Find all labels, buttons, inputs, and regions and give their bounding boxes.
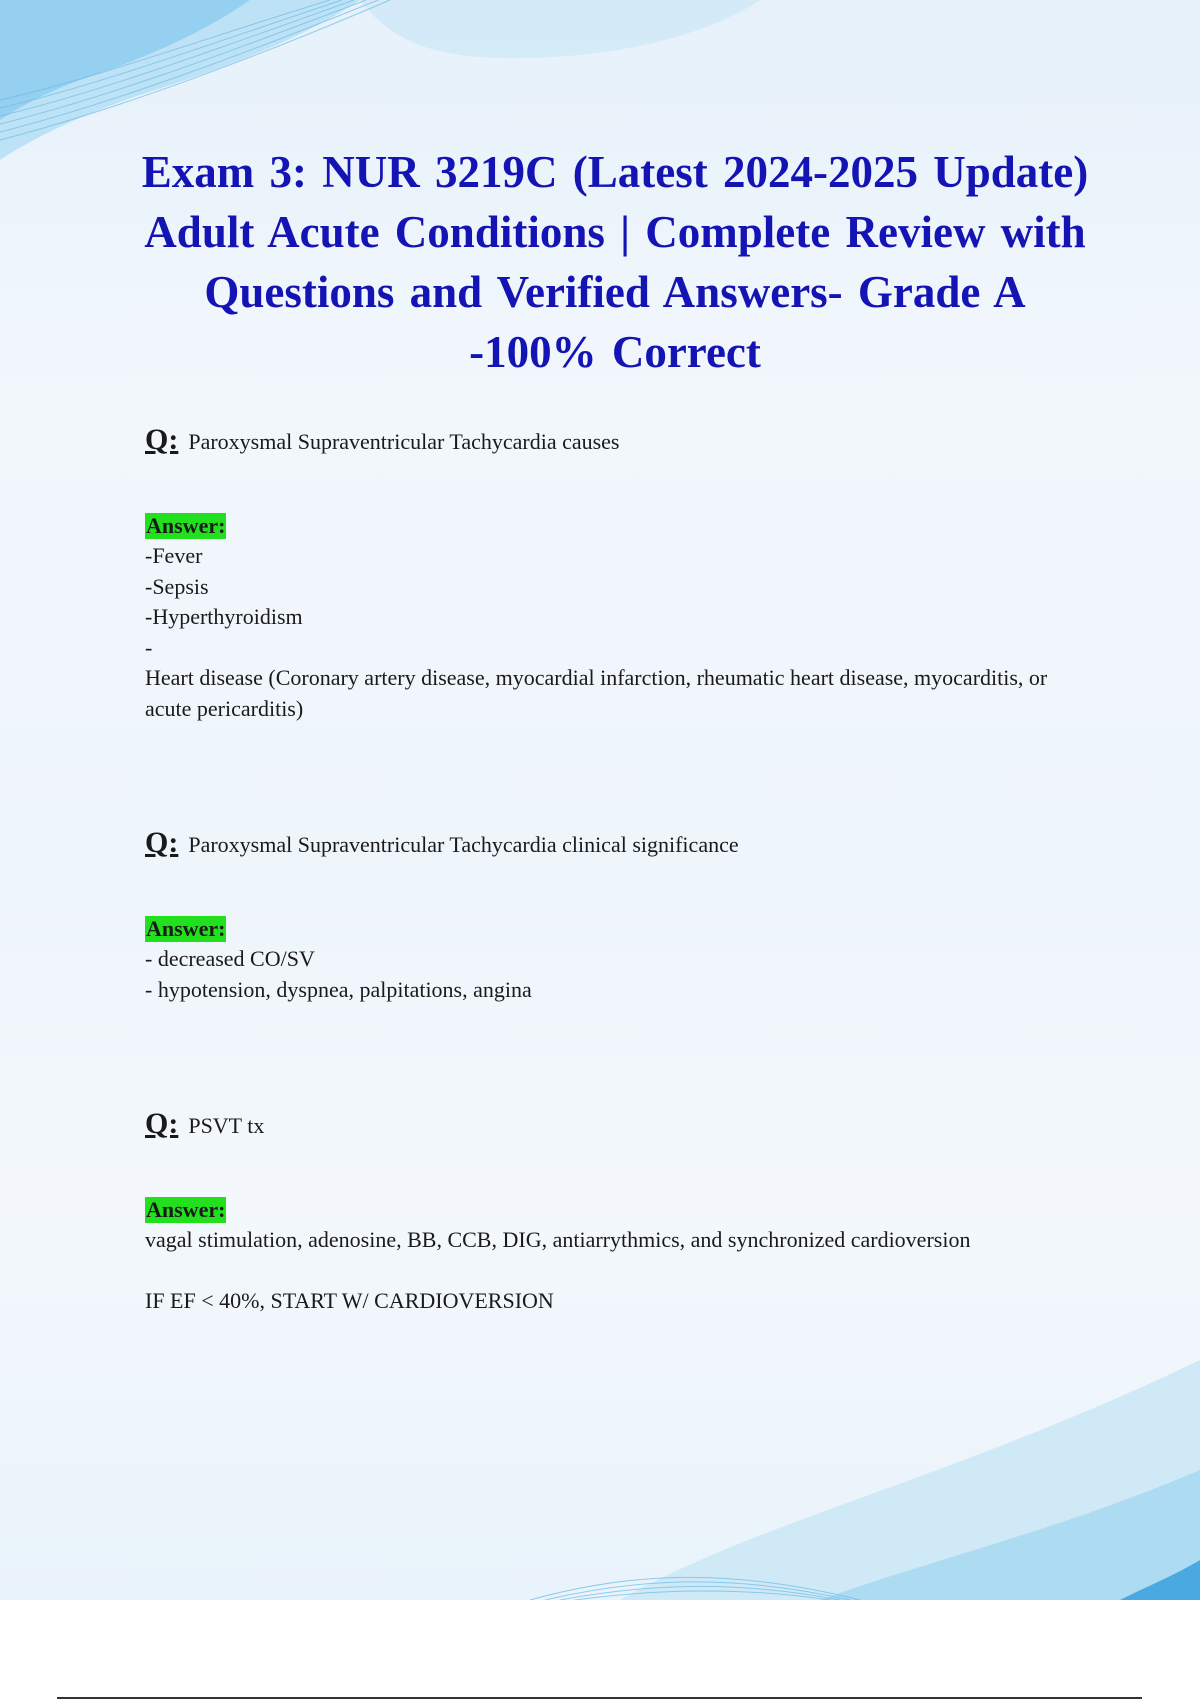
answer-line: IF EF < 40%, START W/ CARDIOVERSION bbox=[145, 1287, 554, 1313]
qa-item-3 bbox=[145, 1109, 1095, 1316]
answer-label: Answer: bbox=[146, 1197, 226, 1222]
question-3 bbox=[145, 1109, 1095, 1141]
question-text: PSVT tx bbox=[188, 1113, 265, 1138]
answer-2 bbox=[145, 944, 1095, 1005]
answer-line: - decreased CO/SV bbox=[145, 946, 315, 971]
question-label: Q: bbox=[145, 826, 179, 859]
question-1 bbox=[145, 425, 1095, 457]
answer-label: Answer: bbox=[146, 513, 226, 538]
answer-line: Heart disease (Coronary artery disease, myocardial infarction, rheumatic heart disease, myocarditis, or acute pericarditis) bbox=[145, 665, 1048, 721]
qa-item-1 bbox=[145, 425, 1095, 724]
question-label: Q: bbox=[145, 1107, 179, 1140]
answer-line: - hypotension, dyspnea, palpitations, angina bbox=[145, 976, 532, 1002]
question-label: Q: bbox=[145, 423, 179, 456]
answer-label: Answer: bbox=[146, 916, 226, 941]
question-text: Paroxysmal Supraventricular Tachycardia clinical significance bbox=[188, 832, 739, 857]
answer-line: -Sepsis bbox=[145, 573, 209, 599]
question-text: Paroxysmal Supraventricular Tachycardia causes bbox=[188, 429, 620, 454]
answer-line: -Fever bbox=[145, 543, 203, 568]
answer-line: - bbox=[145, 634, 153, 660]
answer-line: -Hyperthyroidism bbox=[145, 604, 303, 629]
answer-1 bbox=[145, 541, 1095, 724]
qa-item-2 bbox=[145, 828, 1095, 1005]
answer-line: vagal stimulation, adenosine, BB, CCB, DIG, antiarrythmics, and synchronized cardioversion bbox=[145, 1227, 971, 1252]
question-2 bbox=[145, 828, 1095, 860]
document-title: Exam 3: NUR 3219C (Latest 2024-2025 Update) Adult Acute Conditions | Complete Review with Questions and Verified Answers- Grade A -100% Correct bbox=[141, 147, 1089, 377]
page-divider bbox=[57, 1697, 1142, 1699]
answer-line bbox=[145, 1256, 1095, 1286]
answer-3 bbox=[145, 1225, 1095, 1316]
